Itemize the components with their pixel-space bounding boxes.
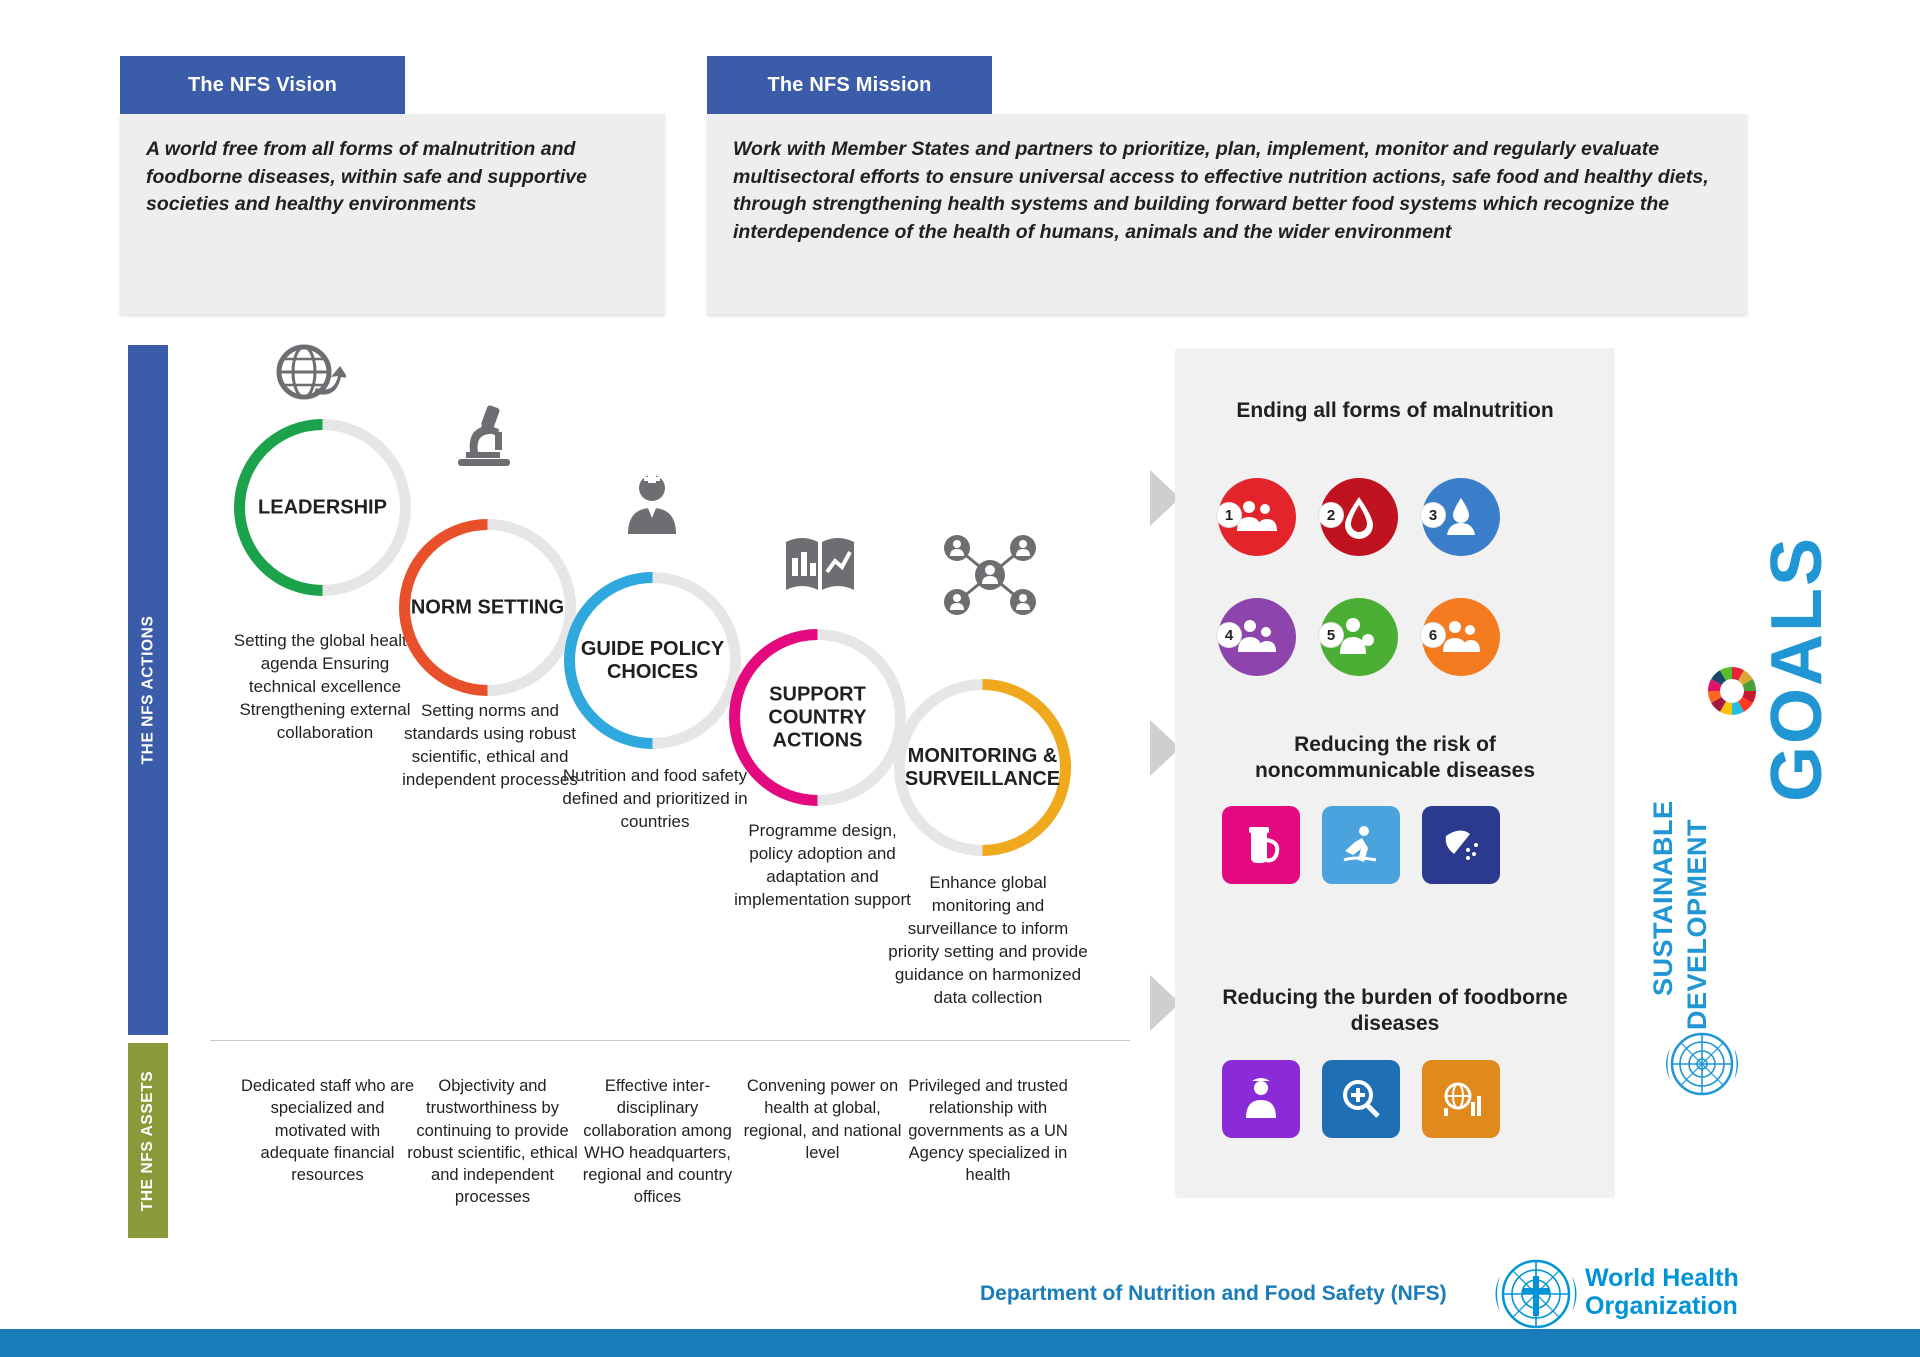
global-food-system-icon <box>1438 1076 1484 1122</box>
action-ring-norm-setting[interactable] <box>395 515 580 700</box>
assets-divider <box>210 1040 1130 1041</box>
outcome-badges-malnutrition-row2 <box>1218 598 1500 676</box>
sdg-development-text: DEVELOPMENT <box>1682 818 1712 1030</box>
action-desc-leadership: Setting the global health agenda Ensuring technical excellence Strengthening external collaboration <box>233 631 417 742</box>
outcome-badge-number-1: 1 <box>1216 502 1242 528</box>
outcome-badge-1[interactable] <box>1218 478 1296 556</box>
asset-support-country-actions: Convening power on health at global, regional, and national level <box>743 1077 902 1162</box>
mission-text: Work with Member States and partners to prioritize, plan, implement, monitor and regularly evaluate multisectoral efforts to ensure universal access to effective nutrition actions, safe food and healthy diets, through strengthening health systems and building forward better food systems which recognize the interdependence of the health of humans, animals and the wider environment <box>733 138 1709 244</box>
physical-activity-icon <box>1338 822 1384 868</box>
outcome-badges-malnutrition-row1 <box>1218 478 1500 556</box>
mission-text-box <box>707 114 1747 314</box>
action-desc-support-country-actions: Programme design, policy adoption and adaptation and implementation support <box>734 821 911 909</box>
who-logo-icon <box>1490 1248 1582 1340</box>
outcome-title-foodborne: Reducing the burden of foodborne diseases <box>1222 986 1568 1036</box>
health-worker-icon <box>622 472 682 541</box>
ncd-icon-salt[interactable] <box>1422 806 1500 884</box>
action-label-leadership: LEADERSHIP <box>258 496 387 518</box>
blood-drop-icon <box>1342 495 1376 539</box>
network-people-icon <box>935 530 1045 625</box>
asset-leadership: Dedicated staff who are specialized and motivated with adequate financial resources <box>240 1077 415 1185</box>
outcome-badge-5[interactable] <box>1320 598 1398 676</box>
footer-color-strip <box>0 1329 1920 1357</box>
vision-title: The NFS Vision <box>187 73 338 96</box>
mission-title-tab <box>707 56 992 114</box>
mission-title: The NFS Mission <box>767 73 932 96</box>
outcome-title-ncd: Reducing the risk of noncommunicable diseases <box>1254 733 1536 783</box>
foodborne-icon-person[interactable] <box>1222 1060 1300 1138</box>
nfs-actions-bar <box>128 345 168 1035</box>
vision-title-tab <box>120 56 405 114</box>
outcome-icons-ncd <box>1222 806 1500 884</box>
ncd-icon-sugary-drink[interactable] <box>1222 806 1300 884</box>
action-label-monitoring-surveillance: MONITORING & SURVEILLANCE <box>904 744 1061 790</box>
action-ring-monitoring-surveillance[interactable] <box>890 675 1075 860</box>
action-ring-leadership[interactable] <box>230 415 415 600</box>
nfs-assets-label: THE NFS ASSETS <box>139 1070 157 1211</box>
action-desc-monitoring-surveillance: Enhance global monitoring and surveillance to inform priority setting and provide guidance on harmonized data collection <box>888 873 1088 1007</box>
outcome-title-malnutrition: Ending all forms of malnutrition <box>1236 399 1554 422</box>
lab-magnifier-icon <box>1338 1076 1384 1122</box>
asset-monitoring-surveillance: Privileged and trusted relationship with governments as a UN Agency specialized in health <box>908 1077 1068 1185</box>
outcome-badge-3[interactable] <box>1422 478 1500 556</box>
outcome-badge-number-2: 2 <box>1318 502 1344 528</box>
asset-norm-setting: Objectivity and trustworthiness by continuing to provide robust scientific, ethical and independent processes <box>407 1077 578 1207</box>
vision-text: A world free from all forms of malnutrition and foodborne diseases, within safe and supportive societies and healthy environments <box>146 138 587 216</box>
outcome-badge-number-3: 3 <box>1420 502 1446 528</box>
action-label-guide-policy-choices: GUIDE POLICY CHOICES <box>580 637 725 683</box>
outcome-badge-2[interactable] <box>1320 478 1398 556</box>
report-chart-icon <box>782 532 858 601</box>
outcome-icons-foodborne <box>1222 1060 1500 1138</box>
nfs-actions-label: THE NFS ACTIONS <box>139 615 157 765</box>
food-safety-person-icon <box>1238 1076 1284 1122</box>
vision-text-box <box>120 114 665 314</box>
asset-guide-policy-choices: Effective inter-disciplinary collaboration among WHO headquarters, regional and country offices <box>582 1077 733 1207</box>
who-name-line1: World Health <box>1585 1264 1739 1292</box>
footer-department: Department of Nutrition and Food Safety (NFS) <box>980 1282 1447 1305</box>
action-desc-guide-policy-choices: Nutrition and food safety defined and prioritized in countries <box>562 766 748 831</box>
sdg-goals-text: GOALS <box>1757 535 1837 802</box>
sugary-drink-icon <box>1238 822 1284 868</box>
foodborne-icon-global[interactable] <box>1422 1060 1500 1138</box>
un-emblem-icon <box>1658 1020 1746 1108</box>
outcome-badge-6[interactable] <box>1422 598 1500 676</box>
globe-arrow-icon <box>272 342 346 409</box>
nfs-assets-bar <box>128 1043 168 1238</box>
outcome-badge-number-5: 5 <box>1318 622 1344 648</box>
action-ring-guide-policy-choices[interactable] <box>560 568 745 753</box>
who-name-line2: Organization <box>1585 1292 1738 1320</box>
action-label-norm-setting: NORM SETTING <box>410 596 565 618</box>
sdg-color-wheel-icon <box>1704 663 1760 719</box>
outcome-badge-number-4: 4 <box>1216 622 1242 648</box>
ncd-icon-physical-activity[interactable] <box>1322 806 1400 884</box>
outcome-badge-4[interactable] <box>1218 598 1296 676</box>
who-organization-name <box>1585 1264 1739 1320</box>
action-desc-norm-setting: Setting norms and standards using robust scientific, ethical and independent processes <box>402 701 578 789</box>
salt-shaker-icon <box>1438 822 1484 868</box>
action-label-support-country-actions: SUPPORT COUNTRY ACTIONS <box>768 683 867 751</box>
action-ring-support-country-actions[interactable] <box>725 625 910 810</box>
sdg-sustainable-text: SUSTAINABLE <box>1648 800 1678 996</box>
foodborne-icon-lab[interactable] <box>1322 1060 1400 1138</box>
outcome-badge-number-6: 6 <box>1420 622 1446 648</box>
sdg-wordmark <box>1630 430 1837 1070</box>
microscope-icon <box>454 402 516 473</box>
